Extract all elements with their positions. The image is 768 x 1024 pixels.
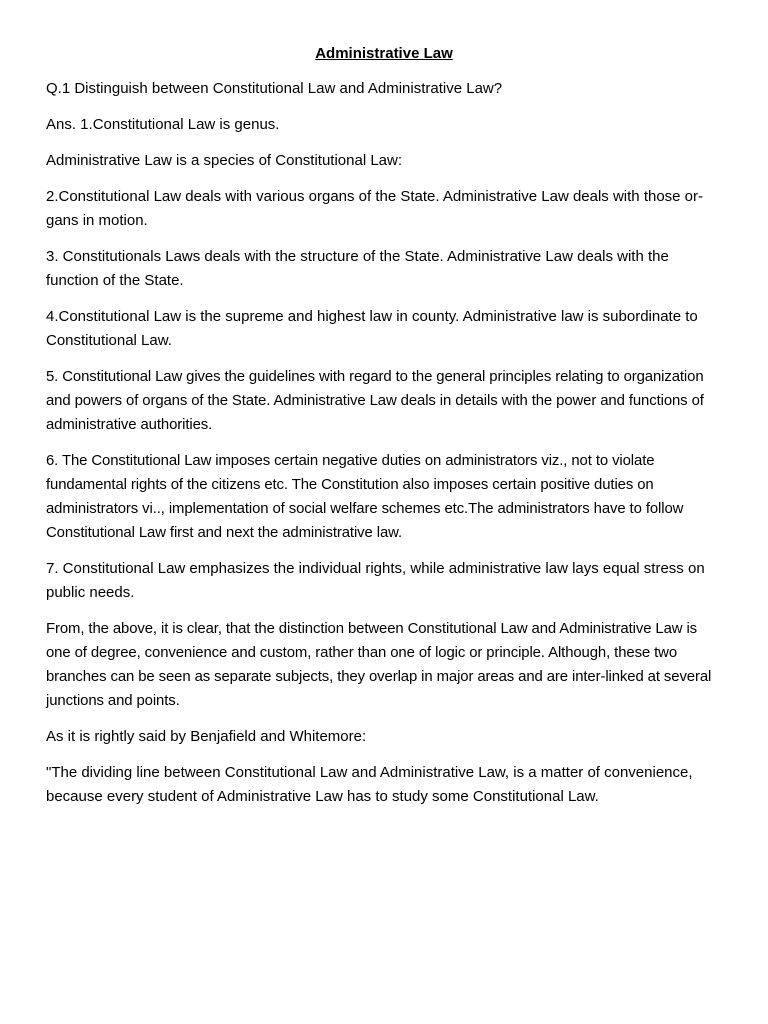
answer-point-1-continued: Administrative Law is a species of Constitutional Law: [46,152,403,169]
answer-point-6: 6. The Constitutional Law imposes certain negative duties on administrators viz., not to violate fundamental rights of the citizens etc. The Constitution also imposes certain positive duties on administrators vi.., implementation of social welfare schemes etc.The administrators have to follow Constitutional Law first and next the administrative law. [46,453,684,541]
question-paragraph: Q.1 Distinguish between Constitutional Law and Administrative Law? [46,80,503,97]
answer-point-5: 5. Constitutional Law gives the guidelines with regard to the general principles relating to organization and powers of organs of the State. Administrative Law deals in details with the power and functions of administrative authorities. [46,369,704,433]
answer-point-1: Ans. 1.Constitutional Law is genus. [46,116,280,133]
answer-point-4: 4.Constitutional Law is the supreme and highest law in county. Administrative law is subordinate to Constitutional Law. [46,308,698,349]
conclusion-paragraph: From, the above, it is clear, that the distinction between Constitutional Law and Administrative Law is one of degree, convenience and custom, rather than one of logic or principle. Although, these two branches can be seen as separate subjects, they overlap in major areas and are inter-linked at several junctions and points. [46,621,712,709]
quotation-paragraph: "The dividing line between Constitutional Law and Administrative Law, is a matter of convenience, because every student of Administrative Law has to study some Constitutional Law. [46,764,693,805]
answer-point-2: 2.Constitutional Law deals with various organs of the State. Administrative Law deals with those or-gans in motion. [46,188,704,229]
answer-point-7: 7. Constitutional Law emphasizes the individual rights, while administrative law lays equal stress on public needs. [46,560,705,601]
attribution-line: As it is rightly said by Benjafield and Whitemore: [46,728,367,745]
answer-point-3: 3. Constitutionals Laws deals with the structure of the State. Administrative Law deals with the function of the State. [46,248,669,289]
document-title: Administrative Law [315,45,453,62]
